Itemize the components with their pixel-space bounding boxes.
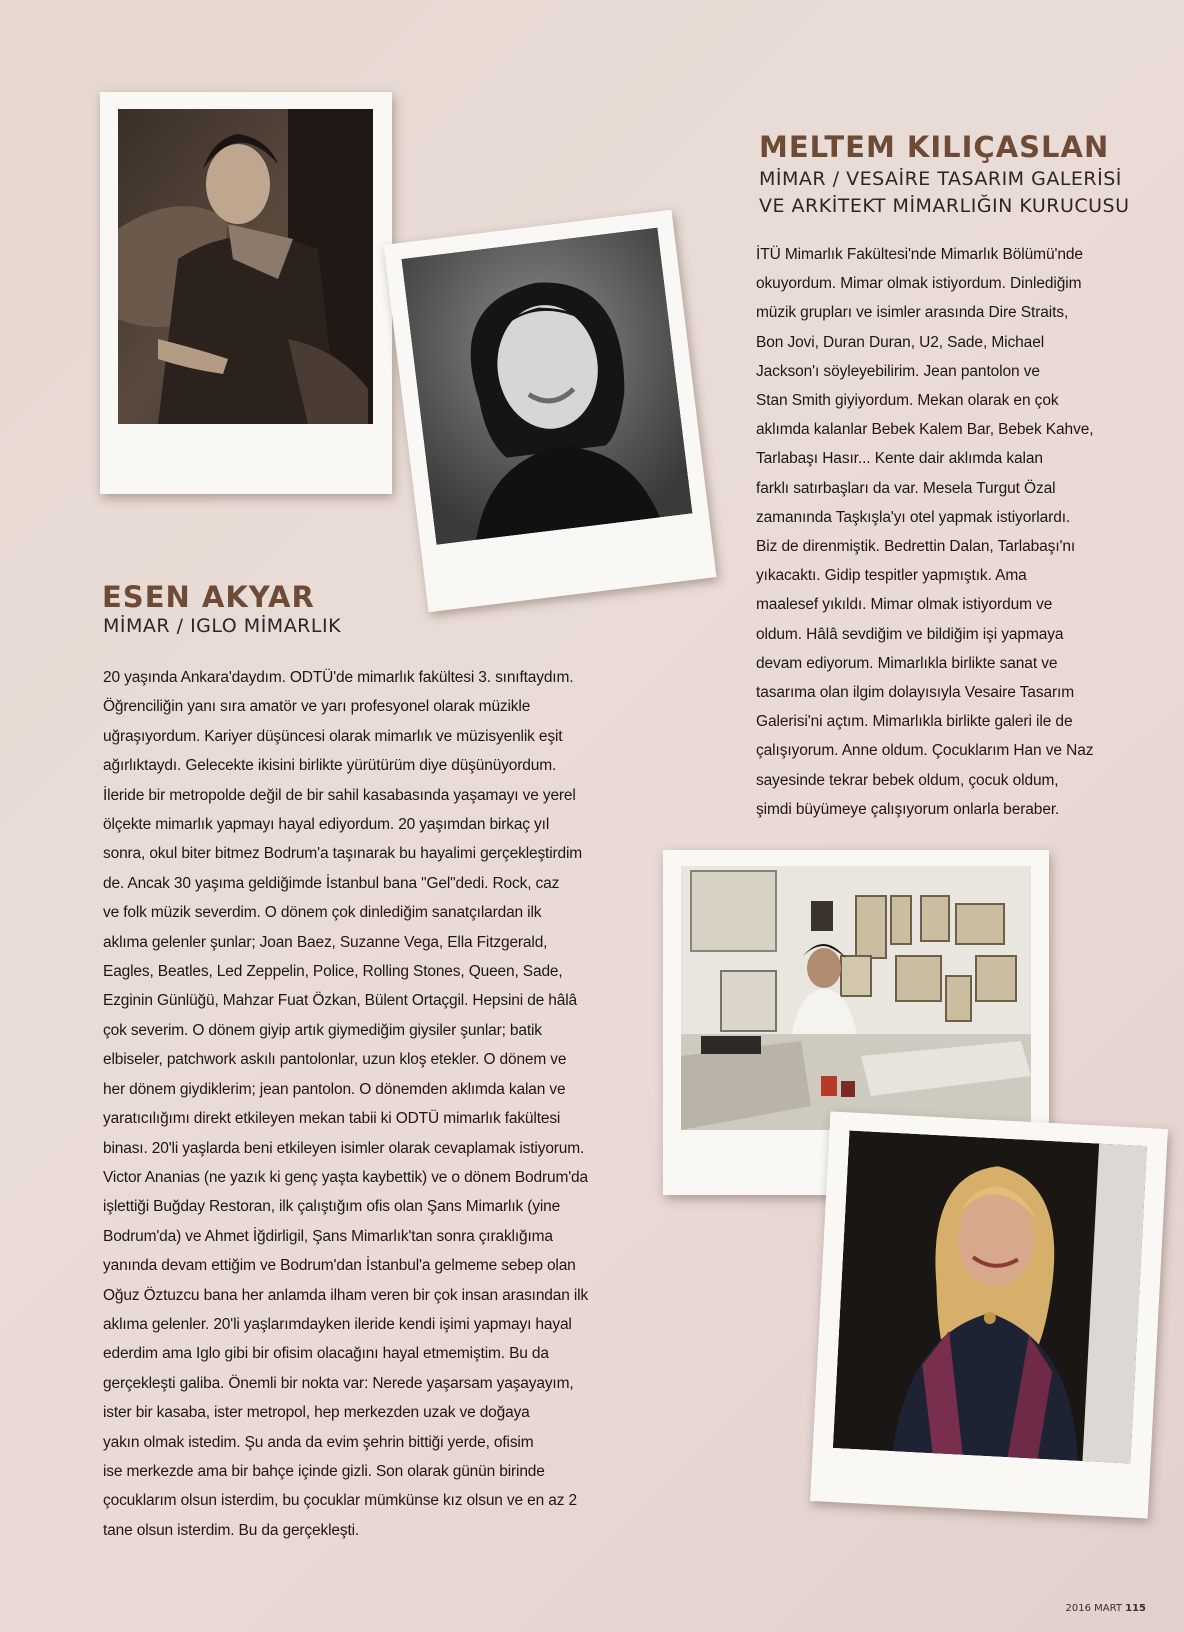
meltem-text-line: Bon Jovi, Duran Duran, U2, Sade, Michael	[756, 333, 1045, 351]
meltem-text-line: Galerisi'ni açtım. Mimarlıkla birlikte galeri ile de	[756, 713, 1073, 731]
meltem-text-line: yıkacaktı. Gidip tespitler yapmıştık. Ama	[756, 567, 1027, 585]
esen-text-line: çocuklarım olsun isterdim, bu çocuklar mümkünse kız olsun ve en az 2	[103, 1492, 577, 1510]
polaroid-meltem-current	[810, 1111, 1168, 1518]
meltem-text-line: oldum. Hâlâ sevdiğim ve bildiğim işi yapmaya	[756, 625, 1064, 643]
esen-text-line: Öğrenciliğin yanı sıra amatör ve yarı profesyonel olarak müzikle	[103, 698, 531, 716]
esen-text-line: işlettiği Buğday Restoran, ilk çalıştığım ofis olan Şans Mimarlık (yine	[103, 1198, 561, 1216]
esen-text-line: aklıma gelenler şunlar; Joan Baez, Suzanne Vega, Ella Fitzgerald,	[103, 933, 548, 951]
page-number: 115	[1125, 1603, 1146, 1614]
esen-text-line: binası. 20'li yaşlarda beni etkileyen isimler olarak cevaplamak istiyorum.	[103, 1139, 585, 1157]
meltem-body-text	[756, 240, 1093, 824]
meltem-text-line: aklımda kalanlar Bebek Kalem Bar, Bebek Kahve,	[756, 421, 1094, 439]
meltem-text-line: tasarıma olan ilgim dolayısıyla Vesaire Tasarım	[756, 684, 1075, 702]
polaroid-meltem-young	[384, 210, 717, 613]
esen-text-line: yanında devam ettiğim ve Bodrum'dan İstanbul'a gelmeme sebep olan	[103, 1257, 576, 1275]
esen-text-line: ister bir kasaba, ister metropol, hep merkezden uzak ve doğaya	[103, 1404, 530, 1422]
esen-text-line: Oğuz Öztuzcu bana her anlamda ilham veren bir çok insan arasından ilk	[103, 1286, 589, 1304]
photo-meltem-current	[833, 1130, 1147, 1463]
meltem-name-heading: MELTEM KILIÇASLAN	[759, 130, 1110, 164]
page-footer	[1066, 1603, 1147, 1614]
meltem-text-line: farklı satırbaşları da var. Mesela Turgut Özal	[756, 479, 1056, 497]
esen-text-line: gerçekleşti galiba. Önemli bir nokta var: Nerede yaşarsam yaşayayım,	[103, 1374, 574, 1392]
photo-office	[681, 866, 1031, 1130]
esen-text-line: elbiseler, patchwork askılı pantolonlar, uzun kloş etekler. O dönem ve	[103, 1051, 567, 1069]
meltem-text-line: sayesinde tekrar bebek oldum, çocuk oldum,	[756, 771, 1059, 789]
esen-role: MİMAR / IGLO MİMARLIK	[103, 615, 342, 637]
meltem-text-line: zamanında Taşkışla'yı otel yapmak istiyorlardı.	[756, 508, 1071, 526]
meltem-text-line: Biz de direnmiştik. Bedrettin Dalan, Tarlabaşı'nı	[756, 538, 1076, 556]
esen-text-line: ağırlıktaydı. Gelecekte ikisini birlikte yürütürüm diye düşünüyordum.	[103, 757, 557, 775]
esen-text-line: ederdim ama Iglo gibi bir ofisim olacağını hayal etmemiştim. Bu da	[103, 1345, 549, 1363]
esen-text-line: Ezginin Günlüğü, Mahzar Fuat Özkan, Bülent Ortaçgil. Hepsini de hâlâ	[103, 992, 578, 1010]
meltem-text-line: maalesef yıkıldı. Mimar olmak istiyordum ve	[756, 596, 1053, 614]
issue-label: 2016 MART	[1065, 1603, 1122, 1614]
esen-text-line: Eagles, Beatles, Led Zeppelin, Police, Rolling Stones, Queen, Sade,	[103, 963, 563, 981]
esen-text-line: Victor Ananias (ne yazık ki genç yaşta kaybettik) ve o dönem Bodrum'da	[103, 1168, 588, 1186]
esen-text-line: ise merkezde ama bir bahçe içinde gizli. Son olarak günün birinde	[103, 1462, 545, 1480]
esen-text-line: çok severim. O dönem giyip artık giymediğim giysiler şunlar; batik	[103, 1021, 542, 1039]
meltem-text-line: devam ediyorum. Mimarlıkla birlikte sanat ve	[756, 654, 1058, 672]
meltem-role-line-1: MİMAR / VESAİRE TASARIM GALERİSİ	[759, 168, 1122, 190]
esen-text-line: yakın olmak istedim. Şu anda da evim şehrin bittiği yerde, ofisim	[103, 1433, 534, 1451]
esen-text-line: aklıma gelenler. 20'li yaşlarımdayken ileride kendi işimi yapmayı hayal	[103, 1315, 572, 1333]
meltem-role	[759, 166, 1130, 220]
esen-text-line: yaratıcılığımı direkt etkileyen mekan tabii ki ODTÜ mimarlık fakültesi	[103, 1110, 561, 1128]
esen-text-line: sonra, okul biter bitmez Bodrum'a taşınarak bu hayalimi gerçekleştirdim	[103, 845, 583, 863]
meltem-text-line: İTÜ Mimarlık Fakültesi'nde Mimarlık Bölümü'nde	[756, 246, 1083, 263]
photo-esen-young	[118, 109, 373, 424]
esen-body-text	[103, 663, 588, 1545]
esen-text-line: 20 yaşında Ankara'daydım. ODTÜ'de mimarlık fakültesi 3. sınıftaydım.	[103, 669, 574, 686]
esen-text-line: tane olsun isterdim. Bu da gerçekleşti.	[103, 1521, 360, 1539]
esen-text-line: ölçekte mimarlık yapmayı hayal ediyordum. 20 yaşımdan birkaç yıl	[103, 816, 550, 834]
meltem-text-line: Tarlabaşı Hasır... Kente dair aklımda kalan	[756, 450, 1043, 468]
esen-name-heading: ESEN AKYAR	[102, 580, 315, 614]
meltem-text-line: müzik grupları ve isimler arasında Dire Straits,	[756, 304, 1069, 322]
esen-text-line: uğraşıyordum. Kariyer düşüncesi olarak mimarlık ve müzisyenlik eşit	[103, 727, 563, 745]
esen-text-line: her dönem giydiklerim; jean pantolon. O dönemden aklımda kalan ve	[103, 1080, 566, 1098]
meltem-text-line: Stan Smith giyiyordum. Mekan olarak en çok	[756, 392, 1059, 410]
polaroid-esen-young	[100, 92, 392, 494]
meltem-text-line: çalışıyorum. Anne oldum. Çocuklarım Han ve Naz	[756, 742, 1094, 760]
esen-text-line: Bodrum'da) ve Ahmet İğdirligil, Şans Mimarlık'tan sonra çıraklığıma	[103, 1227, 553, 1245]
meltem-text-line: Jackson'ı söyleyebilirim. Jean pantolon ve	[756, 362, 1040, 380]
esen-text-line: ve folk müzik severdim. O dönem çok dinlediğim sanatçılardan ilk	[103, 904, 542, 922]
esen-text-line: İleride bir metropolde değil de bir sahil kasabasında yaşamayı ve yerel	[103, 786, 576, 804]
photo-meltem-young	[401, 228, 692, 545]
esen-text-line: de. Ancak 30 yaşıma geldiğimde İstanbul bana "Gel"dedi. Rock, caz	[103, 874, 560, 892]
meltem-text-line: şimdi büyümeye çalışıyorum onlarla beraber.	[756, 800, 1060, 818]
meltem-role-line-2: VE ARKİTEKT MİMARLIĞIN KURUCUSU	[759, 195, 1130, 217]
meltem-text-line: okuyordum. Mimar olmak istiyordum. Dinlediğim	[756, 275, 1082, 293]
